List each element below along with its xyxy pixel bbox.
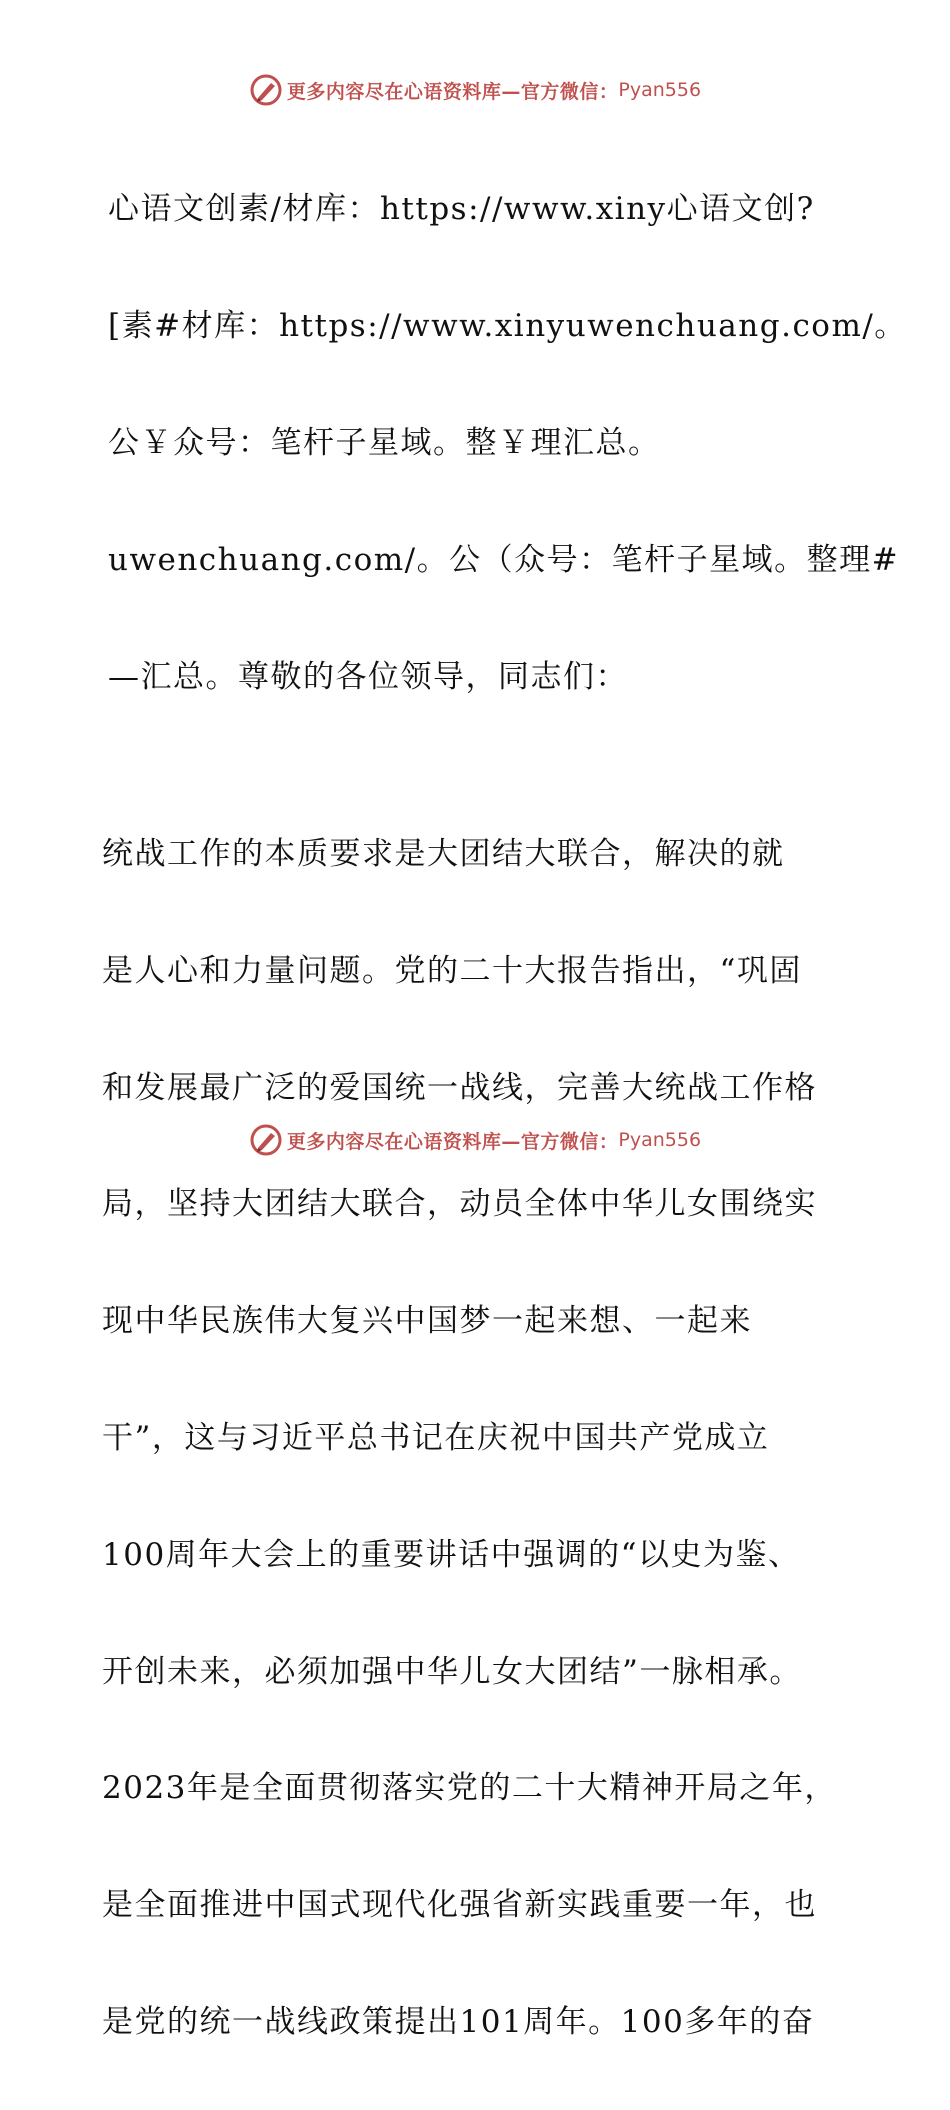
banner-wechat-id: Pyan556	[618, 1129, 702, 1151]
text-line: 现中华民族伟大复兴中国梦一起来想、一起来	[102, 1303, 752, 1340]
text-line: 是人心和力量问题。党的二十大报告指出，“巩固	[102, 952, 802, 989]
text-line: 和发展最广泛的爱国统一战线，完善大统战工作格	[102, 1069, 817, 1106]
banner-slogan: 更多内容尽在心语资料库—官方微信：	[286, 1130, 619, 1153]
paragraph-intro	[96, 122, 907, 764]
text-line: 局，坚持大团结大联合，动员全体中华儿女围绕实	[102, 1186, 817, 1223]
text-line: 干”，这与习近平总书记在庆祝中国共产党成立	[102, 1419, 770, 1456]
text-line: —汇总。尊敬的各位领导，同志们：	[108, 658, 628, 695]
text-line: 公￥众号：笔杆子星域。整￥理汇总。	[108, 425, 661, 462]
text-line: uwenchuang.com/。公（众号：笔杆子星域。整理#	[108, 541, 900, 578]
text-line: 开创未来，必须加强中华儿女大团结”一脉相承。	[102, 1653, 802, 1690]
paragraph-main	[96, 766, 856, 2109]
text-line: 统战工作的本质要求是大团结大联合，解决的就	[102, 835, 785, 872]
text-line: [素#材库：https://www.xinyuwenchuang.com/。	[108, 308, 907, 345]
footer-watermark-banner	[0, 1120, 950, 1160]
text-line: 心语文创素/材库：https://www.xiny心语文创?	[108, 191, 815, 228]
text-line: 是全面推进中国式现代化强省新实践重要一年，也	[102, 1887, 817, 1924]
header-watermark-banner	[0, 70, 950, 110]
text-line: 是党的统一战线政策提出101周年。100多年的奋	[102, 2004, 815, 2040]
text-line: 100周年大会上的重要讲话中强调的“以史为鉴、	[102, 1536, 801, 1573]
document-body	[96, 122, 907, 2110]
banner-slogan: 更多内容尽在心语资料库—官方微信：	[286, 80, 619, 103]
text-line: 2023年是全面贯彻落实党的二十大精神开局之年，	[102, 1770, 837, 1807]
pen-logo-icon	[249, 73, 283, 107]
banner-wechat-id: Pyan556	[618, 79, 702, 101]
pen-logo-icon	[249, 1123, 283, 1157]
